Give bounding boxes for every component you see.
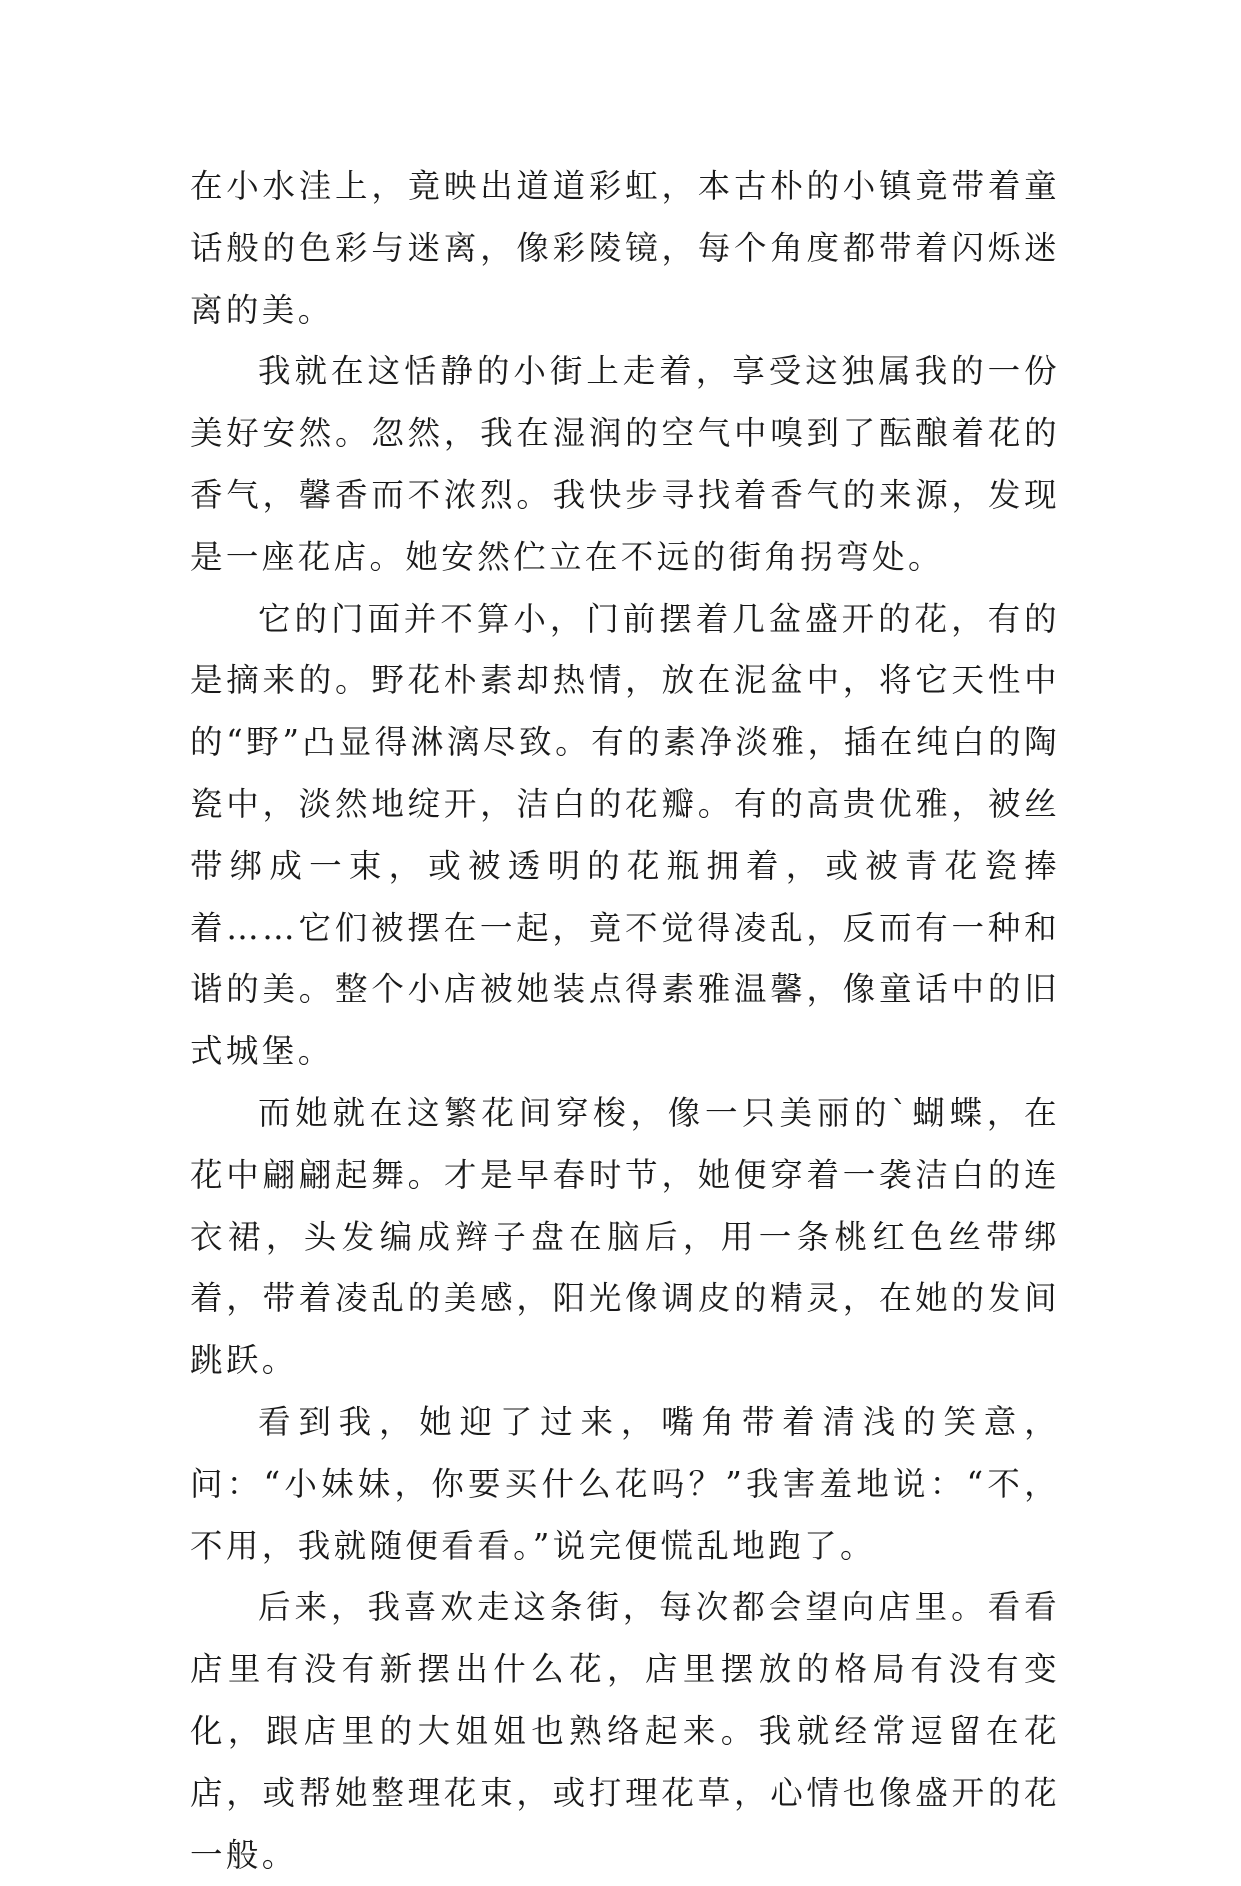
paragraph-6: 后来，我喜欢走这条街，每次都会望向店里。看看店里有没有新摆出什么花，店里摆放的格局有没有变化，跟店里的大姐姐也熟络起来。我就经常逗留在花店，或帮她整理花束，或打理花草，心情也像盛开的花一般。: [190, 1588, 1060, 1874]
paragraph-1: 在小水洼上，竟映出道道彩虹，本古朴的小镇竟带着童话般的色彩与迷离，像彩陵镜，每个角度都带着闪烁迷离的美。: [190, 167, 1060, 329]
paragraph-5: 看到我，她迎了过来，嘴角带着清浅的笑意，问：“小妹妹，你要买什么花吗？”我害羞地说：“不，不用，我就随便看看。”说完便慌乱地跑了。: [190, 1402, 1060, 1565]
document-body: [190, 156, 1060, 1886]
paragraph-3: 它的门面并不算小，门前摆着几盆盛开的花，有的是摘来的。野花朴素却热情，放在泥盆中，将它天性中的“野”凸显得淋漓尽致。有的素净淡雅，插在纯白的陶瓷中，淡然地绽开，洁白的花瓣。有的高贵优雅，被丝带绑成一束，或被透明的花瓶拥着，或被青花瓷捧着……它们被摆在一起，竟不觉得凌乱，反而有一种和谐的美。整个小店被她装点得素雅温馨，像童话中的旧式城堡。: [190, 599, 1060, 1071]
paragraph-2: 我就在这恬静的小街上走着，享受这独属我的一份美好安然。忽然，我在湿润的空气中嗅到了酝酿着花的香气，馨香而不浓烈。我快步寻找着香气的来源，发现是一座花店。她安然伫立在不远的街角拐弯处。: [190, 352, 1060, 576]
paragraph-4: 而她就在这繁花间穿梭，像一只美丽的`蝴蝶，在花中翩翩起舞。才是早春时节，她便穿着一袭洁白的连衣裙，头发编成辫子盘在脑后，用一条桃红色丝带绑着，带着凌乱的美感，阳光像调皮的精灵，在她的发间跳跃。: [190, 1093, 1060, 1380]
